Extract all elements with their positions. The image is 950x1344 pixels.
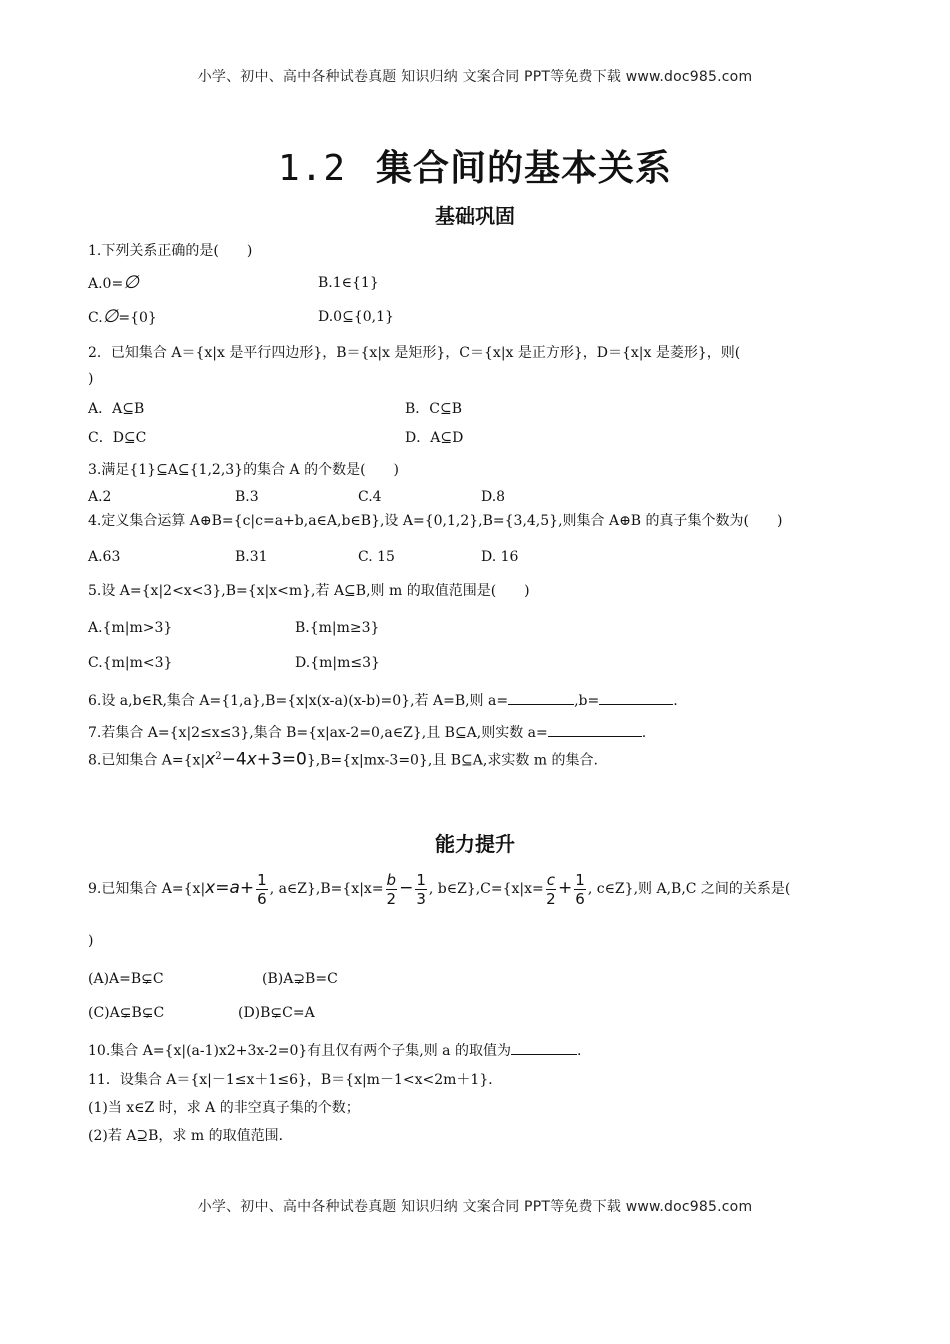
- q3-option-d: D.8: [481, 489, 506, 505]
- q2-option-d: D．A⊆D: [405, 430, 464, 446]
- q1-option-a: A.0=∅: [88, 272, 139, 293]
- q4-option-b: B.31: [235, 549, 268, 565]
- q1-option-c: C.∅={0}: [88, 306, 157, 327]
- q5-option-b: B.{m|m≥3}: [295, 620, 380, 636]
- fraction: $\frac{c}{2}$: [546, 870, 556, 908]
- q11-part2: (2)若 A⊇B，求 m 的取值范围．: [88, 1128, 293, 1144]
- q9-option-a: (A)A=B⊊C: [88, 971, 164, 987]
- page-footer: 小学、初中、高中各种试卷真题 知识归纳 文案合同 PPT等免费下载 www.doc985.com: [197, 1199, 753, 1215]
- q2-stem: 2．已知集合 A＝{x|x 是平行四边形}，B＝{x|x 是矩形}，C＝{x|x 是正方形}，D＝{x|x 是菱形}，则(: [88, 345, 741, 361]
- q4-option-c: C. 15: [358, 549, 395, 565]
- q4-stem: 4.定义集合运算 A⊕B={c|c=a+b,a∈A,b∈B},设 A={0,1,2},B={3,4,5},则集合 A⊕B 的真子集个数为( ): [88, 513, 783, 529]
- q5-option-a: A.{m|m>3}: [88, 620, 173, 636]
- q8: 8.已知集合 $A=\{x|x^2-4x+3=0\},B=\{x|mx-3=0\}$,且 B⊆A,求实数 m 的集合.: [88, 749, 598, 770]
- q5-stem: 5.设 A={x|2<x<3},B={x|x<m},若 A⊆B,则 m 的取值范围是( ): [88, 583, 530, 599]
- fraction: $\frac{b}{2}$: [386, 870, 397, 908]
- section-basic: 基础巩固: [435, 204, 515, 228]
- q6: 6.设 a,b∈R,集合 A={1,a},B={x|x(x-a)(x-b)=0},若 A=B,则 a= ,b= .: [88, 690, 678, 710]
- title-number: 1.2: [277, 148, 346, 189]
- q1-stem: 1.下列关系正确的是( ): [88, 243, 253, 259]
- q9-option-b: (B)A⊋B=C: [262, 971, 338, 987]
- answer-blank[interactable]: [548, 722, 642, 737]
- section-advanced: 能力提升: [435, 832, 515, 856]
- title-text: 集合间的基本关系: [376, 148, 673, 189]
- q2-stem-cont: ): [88, 371, 94, 387]
- q1-option-d: D.0⊆{0,1}: [318, 309, 394, 325]
- q7: 7.若集合 A={x|2≤x≤3},集合 B={x|ax-2=0,a∈Z},且 B⊆A,则实数 a= .: [88, 722, 646, 742]
- q3-option-c: C.4: [358, 489, 382, 505]
- q2-option-b: B．C⊆B: [405, 401, 463, 417]
- q3-option-b: B.3: [235, 489, 259, 505]
- q3-stem: 3.满足{1}⊆A⊆{1,2,3}的集合 A 的个数是( ): [88, 462, 400, 478]
- page-header: 小学、初中、高中各种试卷真题 知识归纳 文案合同 PPT等免费下载 www.doc985.com: [197, 69, 753, 85]
- q4-option-a: A.63: [88, 549, 121, 565]
- q9-option-d: (D)B⊊C=A: [238, 1005, 315, 1021]
- q5-option-d: D.{m|m≤3}: [295, 655, 380, 671]
- q11-part1: (1)当 x∈Z 时，求 A 的非空真子集的个数；: [88, 1100, 360, 1116]
- q10: 10.集合 A={x|(a-1)x2+3x-2=0}有且仅有两个子集,则 a 的取值为 .: [88, 1040, 581, 1060]
- fraction: $\frac{1}{3}$: [416, 870, 426, 908]
- q4-option-d: D. 16: [481, 549, 519, 565]
- q2-option-a: A．A⊆B: [88, 401, 145, 417]
- q1-option-b: B.1∈{1}: [318, 275, 379, 291]
- answer-blank[interactable]: [599, 690, 673, 705]
- answer-blank[interactable]: [511, 1040, 577, 1055]
- q9-stem: 9.已知集合 A={x|x=a+ $\frac{1}{6}$ , a∈Z},B={x|x= $\frac{b}{2}$ − $\frac{1}{3}$ , b∈Z},C={x|x= $\frac{c}{2}$ + $\frac{1}{6}$ , c∈Z},则 A,B,C 之间的关系是(: [88, 870, 791, 908]
- q9-option-c: (C)A⊊B⊊C: [88, 1005, 165, 1021]
- q9-stem-cont: ): [88, 933, 94, 949]
- fraction: $\frac{1}{6}$: [257, 870, 267, 908]
- q5-option-c: C.{m|m<3}: [88, 655, 173, 671]
- q2-option-c: C．D⊆C: [88, 430, 147, 446]
- q11-stem: 11．设集合 A＝{x|－1≤x＋1≤6}，B＝{x|m－1<x<2m＋1}．: [88, 1072, 503, 1088]
- empty-set-icon: ∅: [123, 272, 139, 293]
- fraction: $\frac{1}{6}$: [575, 870, 585, 908]
- answer-blank[interactable]: [508, 690, 574, 705]
- page-title: [0, 140, 950, 191]
- empty-set-icon: ∅: [102, 306, 119, 327]
- q3-option-a: A.2: [88, 489, 112, 505]
